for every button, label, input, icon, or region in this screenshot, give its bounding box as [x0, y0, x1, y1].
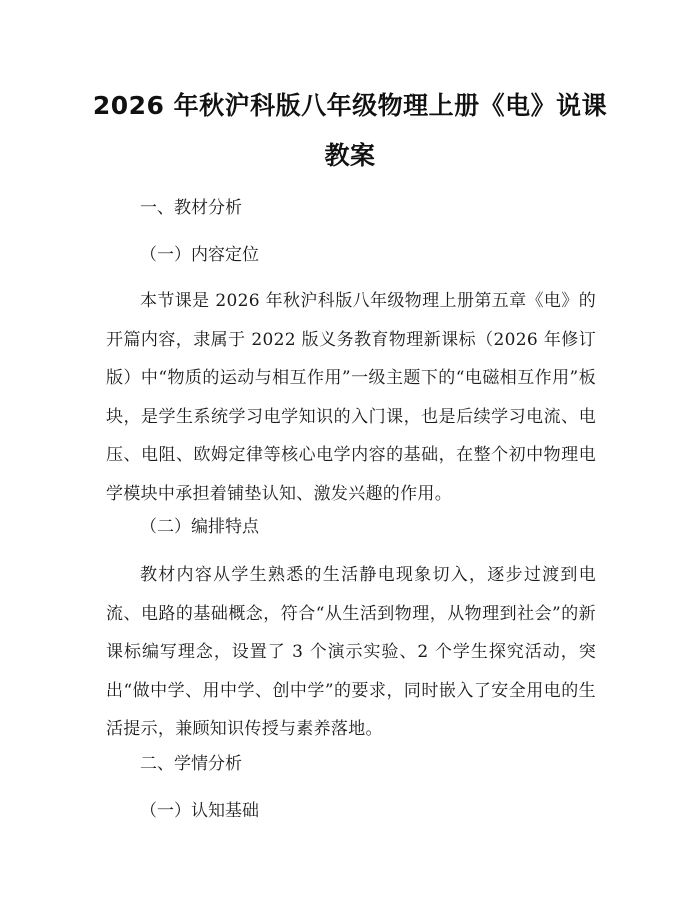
subsection-heading-content-positioning: （一）内容定位	[140, 245, 259, 265]
paragraph-layout-features: 教材内容从学生熟悉的生活静电现象切入，逐步过渡到电流、电路的基础概念，符合“从生活到物理，从物理到社会”的新课标编写理念，设置了 3 个演示实验、2 个学生探究活动，突出“做中学、用中学、创中学”的要求，同时嵌入了安全用电的生活提示，兼顾知识传授与素养落地。	[106, 565, 596, 739]
section-heading-textbook-analysis: 一、教材分析	[140, 198, 242, 218]
subsection-heading-layout-features: （二）编排特点	[140, 517, 259, 537]
subsection-heading-cognitive-foundation: （一）认知基础	[140, 801, 259, 821]
document-title-line-2: 教案	[324, 141, 376, 170]
section-heading-learner-analysis: 二、学情分析	[140, 754, 242, 774]
document-title-line-1: 2026 年秋沪科版八年级物理上册《电》说课	[92, 91, 608, 120]
paragraph-content-positioning: 本节课是 2026 年秋沪科版八年级物理上册第五章《电》的开篇内容，隶属于 2022 版义务教育物理新课标（2026 年修订版）中“物质的运动与相互作用”一级主题下的“电磁相互作用”板块，是学生系统学习电学知识的入门课，也是后续学习电流、电压、电阻、欧姆定律等核心电学内容的基础，在整个初中物理电学模块中承担着铺垫认知、激发兴趣的作用。	[106, 291, 596, 504]
